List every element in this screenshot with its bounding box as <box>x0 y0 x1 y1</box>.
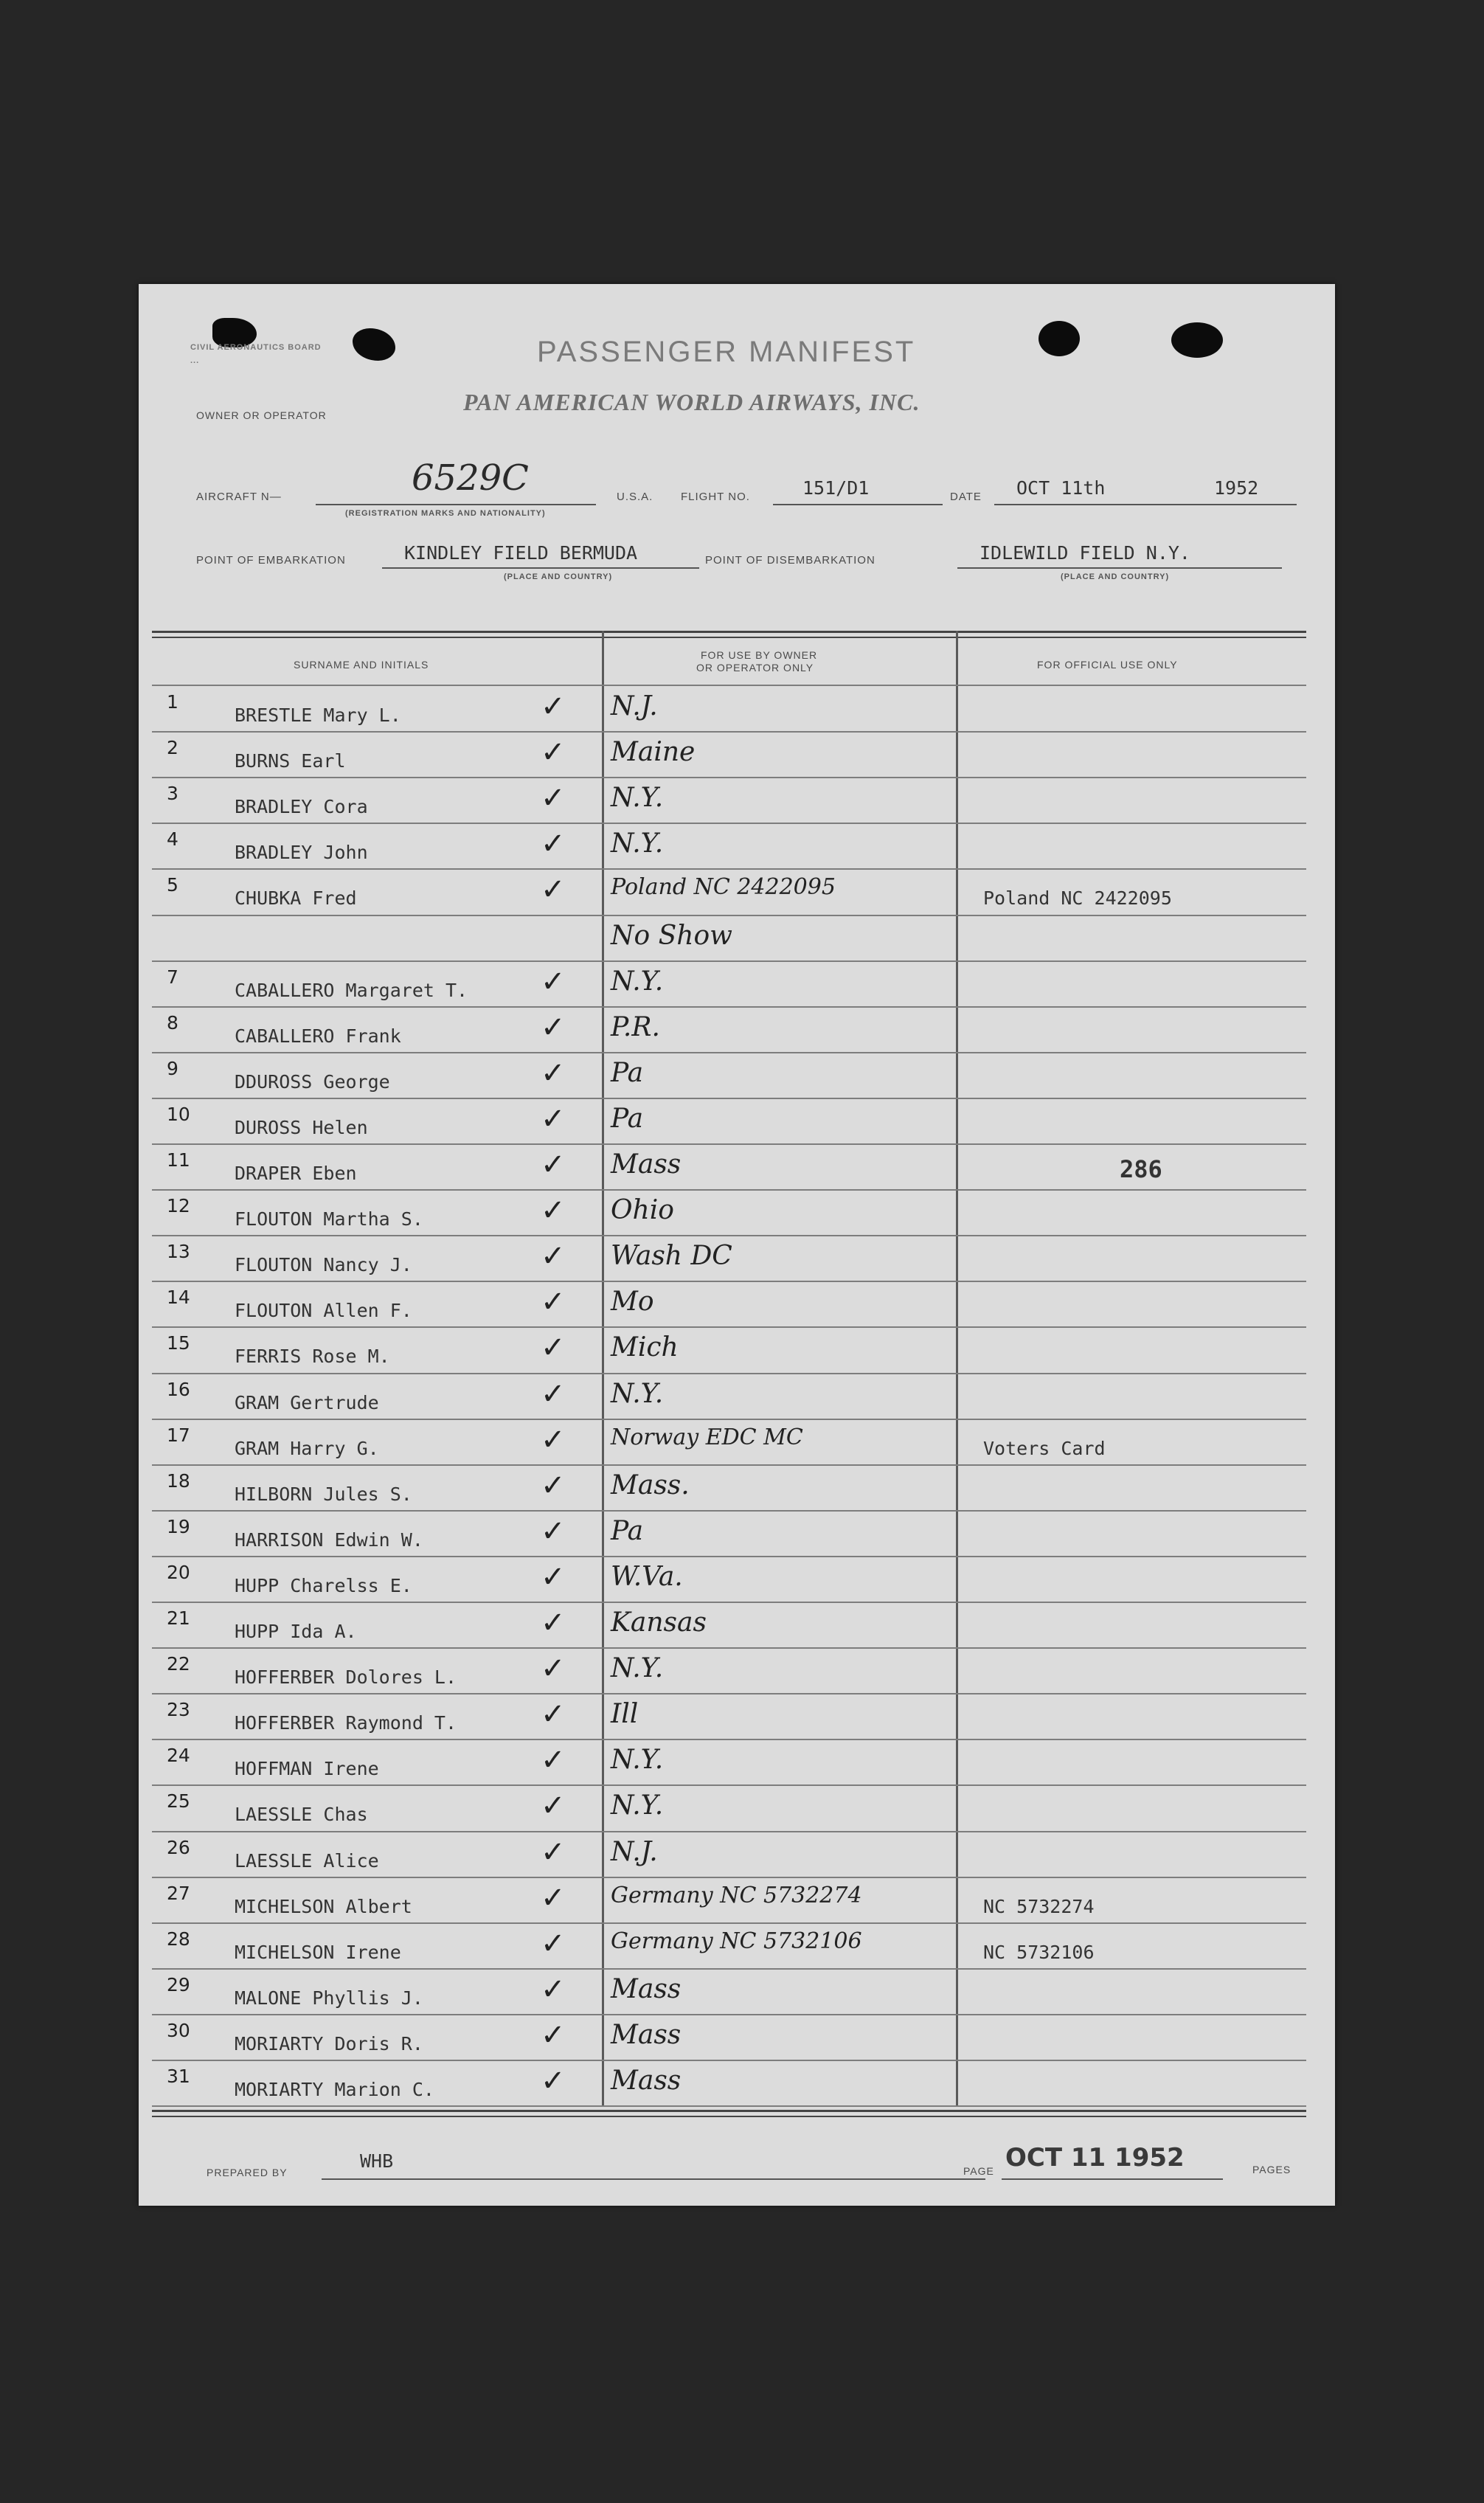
row-number: 9 <box>167 1057 178 1079</box>
check-mark-icon: ✓ <box>541 1789 566 1824</box>
row-number: 27 <box>167 1882 190 1904</box>
owner-entry: Pa <box>611 1515 644 1546</box>
owner-entry: Ohio <box>611 1195 674 1226</box>
row-number: 5 <box>167 874 178 896</box>
row-number: 14 <box>167 1287 190 1309</box>
check-mark-icon: ✓ <box>541 1331 566 1365</box>
passenger-name: CHUBKA Fred <box>235 887 357 910</box>
check-mark-icon: ✓ <box>541 1835 566 1869</box>
page-label: PAGE <box>963 2165 994 2177</box>
column-header-surname: SURNAME AND INITIALS <box>294 659 429 671</box>
owner-entry: Ill <box>611 1699 639 1730</box>
row-number: 25 <box>167 1790 190 1813</box>
date-label: DATE <box>950 491 982 503</box>
passenger-name: HUPP Ida A. <box>235 1621 357 1642</box>
row-rule <box>152 915 1306 916</box>
row-number: 22 <box>167 1653 190 1675</box>
check-mark-icon: ✓ <box>541 735 566 770</box>
official-entry: Poland NC 2422095 <box>983 887 1172 910</box>
row-number: 21 <box>167 1607 190 1629</box>
passenger-name: MICHELSON Irene <box>235 1941 401 1963</box>
row-rule <box>152 1373 1306 1374</box>
flight-underline <box>773 504 943 505</box>
owner-label: OWNER OR OPERATOR <box>196 409 327 421</box>
passenger-name: HOFFERBER Raymond T. <box>235 1712 457 1734</box>
usa-label: U.S.A. <box>617 491 653 503</box>
owner-entry: P.R. <box>611 1011 660 1042</box>
official-entry: 286 <box>1120 1155 1162 1183</box>
row-number: 19 <box>167 1515 190 1537</box>
passenger-name: BRESTLE Mary L. <box>235 704 401 726</box>
check-mark-icon: ✓ <box>541 1422 566 1457</box>
row-rule <box>152 2014 1306 2015</box>
passenger-name: DDUROSS George <box>235 1070 390 1093</box>
manifest-sheet <box>139 284 1335 2206</box>
embark-value: KINDLEY FIELD BERMUDA <box>404 542 638 564</box>
row-number: 24 <box>167 1745 190 1767</box>
check-mark-icon: ✓ <box>541 1743 566 1778</box>
passenger-name: HUPP Charelss E. <box>235 1574 412 1596</box>
column-header-owner-1: FOR USE BY OWNER <box>701 649 818 661</box>
row-number: 8 <box>167 1011 178 1034</box>
passenger-name: LAESSLE Alice <box>235 1849 379 1872</box>
embark-sub: (PLACE AND COUNTRY) <box>504 572 613 581</box>
row-rule <box>152 1831 1306 1832</box>
official-entry: NC 5732106 <box>983 1941 1095 1963</box>
aircraft-underline <box>316 504 596 505</box>
row-number: 16 <box>167 1378 190 1400</box>
corner-stamp-line: CIVIL AERONAUTICS BOARD <box>190 343 322 352</box>
passenger-name: HOFFERBER Dolores L. <box>235 1666 457 1689</box>
column-divider <box>956 631 958 2106</box>
check-mark-icon: ✓ <box>541 1559 566 1594</box>
check-mark-icon: ✓ <box>541 1972 566 2007</box>
row-rule <box>152 2060 1306 2061</box>
owner-entry: Kansas <box>611 1607 707 1638</box>
flight-label: FLIGHT NO. <box>681 491 750 503</box>
year-value: 1952 <box>1214 477 1259 499</box>
embark-label: POINT OF EMBARKATION <box>196 554 346 567</box>
check-mark-icon: ✓ <box>541 1056 566 1090</box>
pages-label: PAGES <box>1252 2164 1291 2175</box>
passenger-name: MORIARTY Doris R. <box>235 2032 423 2054</box>
owner-entry: N.J. <box>611 691 658 721</box>
check-mark-icon: ✓ <box>541 1468 566 1503</box>
owner-entry: Pa <box>611 1103 644 1134</box>
owner-entry: N.Y. <box>611 966 664 997</box>
passenger-name: GRAM Harry G. <box>235 1437 379 1459</box>
owner-entry: N.Y. <box>611 1378 664 1409</box>
passenger-name: CABALLERO Frank <box>235 1025 401 1047</box>
owner-entry: Norway EDC MC <box>611 1424 803 1450</box>
check-mark-icon: ✓ <box>541 1148 566 1182</box>
check-mark-icon: ✓ <box>541 781 566 816</box>
check-mark-icon: ✓ <box>541 1652 566 1686</box>
passenger-name: BRADLEY John <box>235 842 368 864</box>
aircraft-value: 6529C <box>412 457 529 499</box>
row-number: 17 <box>167 1424 190 1446</box>
row-number: 4 <box>167 828 178 851</box>
row-rule <box>152 1602 1306 1603</box>
row-rule <box>152 1739 1306 1740</box>
passenger-name: DRAPER Eben <box>235 1163 357 1184</box>
passenger-name: CABALLERO Margaret T. <box>235 979 468 1001</box>
owner-entry: Mo <box>611 1287 654 1318</box>
column-header-official: FOR OFFICIAL USE ONLY <box>1037 659 1178 671</box>
passenger-name: HILBORN Jules S. <box>235 1483 412 1505</box>
page-underline <box>1002 2178 1223 2180</box>
owner-entry: W.Va. <box>611 1561 683 1592</box>
row-rule <box>152 1968 1306 1970</box>
prepared-label: PREPARED BY <box>207 2167 288 2178</box>
row-number: 13 <box>167 1241 190 1263</box>
check-mark-icon: ✓ <box>541 1926 566 1961</box>
row-number: 2 <box>167 737 178 759</box>
row-rule <box>152 2105 1306 2107</box>
row-number: 29 <box>167 1973 190 1995</box>
aircraft-sub: (REGISTRATION MARKS AND NATIONALITY) <box>345 509 546 518</box>
check-mark-icon: ✓ <box>541 873 566 907</box>
owner-entry: N.Y. <box>611 1790 664 1821</box>
header-rule <box>152 685 1306 686</box>
row-number: 12 <box>167 1195 190 1217</box>
prepared-underline <box>322 2178 985 2180</box>
passenger-name: FLOUTON Martha S. <box>235 1208 423 1230</box>
check-mark-icon: ✓ <box>541 1880 566 1915</box>
column-divider <box>602 631 604 2106</box>
date-underline <box>994 504 1297 505</box>
row-rule <box>152 1419 1306 1420</box>
check-mark-icon: ✓ <box>541 2018 566 2052</box>
owner-entry: N.Y. <box>611 1745 664 1776</box>
row-rule <box>152 1098 1306 1099</box>
table-top-rule <box>152 637 1306 638</box>
check-mark-icon: ✓ <box>541 1101 566 1136</box>
company-name: PAN AMERICAN WORLD AIRWAYS, INC. <box>463 389 920 415</box>
passenger-name: MALONE Phyllis J. <box>235 1987 423 2009</box>
page-title: PASSENGER MANIFEST <box>537 336 916 368</box>
owner-entry: Germany NC 5732106 <box>611 1928 862 1954</box>
disembark-underline <box>957 567 1282 569</box>
date-stamp: OCT 11 1952 <box>1005 2143 1185 2173</box>
check-mark-icon: ✓ <box>541 1697 566 1732</box>
check-mark-icon: ✓ <box>541 1377 566 1411</box>
check-mark-icon: ✓ <box>541 827 566 862</box>
passenger-name: MORIARTY Marion C. <box>235 2079 434 2100</box>
check-mark-icon: ✓ <box>541 1194 566 1228</box>
row-rule <box>152 1143 1306 1145</box>
disembark-label: POINT OF DISEMBARKATION <box>705 554 876 567</box>
row-number: 15 <box>167 1332 190 1354</box>
row-number: 20 <box>167 1561 190 1583</box>
owner-entry: Mich <box>611 1332 679 1363</box>
passenger-name: GRAM Gertrude <box>235 1391 379 1413</box>
passenger-name: BURNS Earl <box>235 750 346 772</box>
row-rule <box>152 1922 1306 1924</box>
owner-entry: Wash DC <box>611 1241 732 1272</box>
row-number: 10 <box>167 1103 190 1125</box>
ink-blot <box>353 328 395 361</box>
owner-entry: Mass <box>611 1149 682 1180</box>
row-rule <box>152 1877 1306 1878</box>
table-bottom-rule <box>152 2116 1306 2117</box>
owner-entry: N.Y. <box>611 1653 664 1684</box>
row-number: 7 <box>167 966 178 988</box>
row-rule <box>152 1006 1306 1008</box>
table-bottom-rule <box>152 2110 1306 2112</box>
row-rule <box>152 1281 1306 1282</box>
row-number: 18 <box>167 1469 190 1492</box>
disembark-sub: (PLACE AND COUNTRY) <box>1061 572 1170 581</box>
passenger-name: FLOUTON Nancy J. <box>235 1254 412 1276</box>
row-rule <box>152 1693 1306 1694</box>
owner-entry: Mass <box>611 1973 682 2004</box>
row-number: 23 <box>167 1699 190 1721</box>
row-number: 31 <box>167 2066 190 2087</box>
punch-hole <box>1171 322 1223 358</box>
row-rule <box>152 1052 1306 1053</box>
passenger-name: LAESSLE Chas <box>235 1804 368 1826</box>
row-number: 28 <box>167 1928 190 1950</box>
passenger-name: MICHELSON Albert <box>235 1895 412 1917</box>
check-mark-icon: ✓ <box>541 2064 566 2098</box>
row-rule <box>152 1784 1306 1786</box>
row-rule <box>152 777 1306 778</box>
row-rule <box>152 1464 1306 1466</box>
row-rule <box>152 823 1306 824</box>
official-entry: NC 5732274 <box>983 1895 1095 1917</box>
row-rule <box>152 1235 1306 1236</box>
passenger-name: FERRIS Rose M. <box>235 1346 390 1368</box>
table-top-rule <box>152 631 1306 633</box>
owner-entry: N.J. <box>611 1836 658 1867</box>
check-mark-icon: ✓ <box>541 1239 566 1274</box>
owner-entry: N.Y. <box>611 783 664 814</box>
owner-entry: Mass. <box>611 1469 690 1500</box>
row-rule <box>152 1647 1306 1649</box>
check-mark-icon: ✓ <box>541 1285 566 1320</box>
row-number: 3 <box>167 783 178 805</box>
owner-entry: Maine <box>611 737 696 768</box>
row-number: 30 <box>167 2019 190 2041</box>
row-number: 26 <box>167 1836 190 1858</box>
disembark-value: IDLEWILD FIELD N.Y. <box>979 542 1190 564</box>
punch-hole <box>1039 321 1080 356</box>
passenger-name: DUROSS Helen <box>235 1116 368 1138</box>
row-rule <box>152 1510 1306 1512</box>
embark-underline <box>382 567 699 569</box>
owner-entry: Poland NC 2422095 <box>611 874 836 901</box>
passenger-name: FLOUTON Allen F. <box>235 1300 412 1322</box>
check-mark-icon: ✓ <box>541 964 566 999</box>
owner-entry: Pa <box>611 1057 644 1088</box>
row-rule <box>152 731 1306 733</box>
row-number: 11 <box>167 1149 190 1171</box>
column-header-owner-2: OR OPERATOR ONLY <box>696 662 814 674</box>
row-rule <box>152 1326 1306 1328</box>
check-mark-icon: ✓ <box>541 1606 566 1640</box>
passenger-name: HOFFMAN Irene <box>235 1758 379 1780</box>
row-rule <box>152 1556 1306 1557</box>
flight-value: 151/D1 <box>802 477 870 499</box>
date-value: OCT 11th <box>1016 477 1106 499</box>
official-entry: Voters Card <box>983 1437 1106 1459</box>
owner-entry: Mass <box>611 2019 682 2050</box>
owner-entry: Mass <box>611 2066 682 2096</box>
owner-entry: Germany NC 5732274 <box>611 1882 862 1908</box>
aircraft-label: AIRCRAFT N— <box>196 491 282 503</box>
owner-entry: N.Y. <box>611 828 664 859</box>
row-number: 1 <box>167 691 178 713</box>
owner-entry: No Show <box>611 920 732 951</box>
check-mark-icon: ✓ <box>541 690 566 724</box>
passenger-name: HARRISON Edwin W. <box>235 1529 423 1551</box>
row-rule <box>152 1189 1306 1191</box>
prepared-value: WHB <box>360 2150 394 2172</box>
check-mark-icon: ✓ <box>541 1010 566 1045</box>
corner-stamp-line: ... <box>190 356 200 365</box>
passenger-name: BRADLEY Cora <box>235 796 368 818</box>
check-mark-icon: ✓ <box>541 1514 566 1548</box>
row-rule <box>152 868 1306 870</box>
row-rule <box>152 960 1306 962</box>
